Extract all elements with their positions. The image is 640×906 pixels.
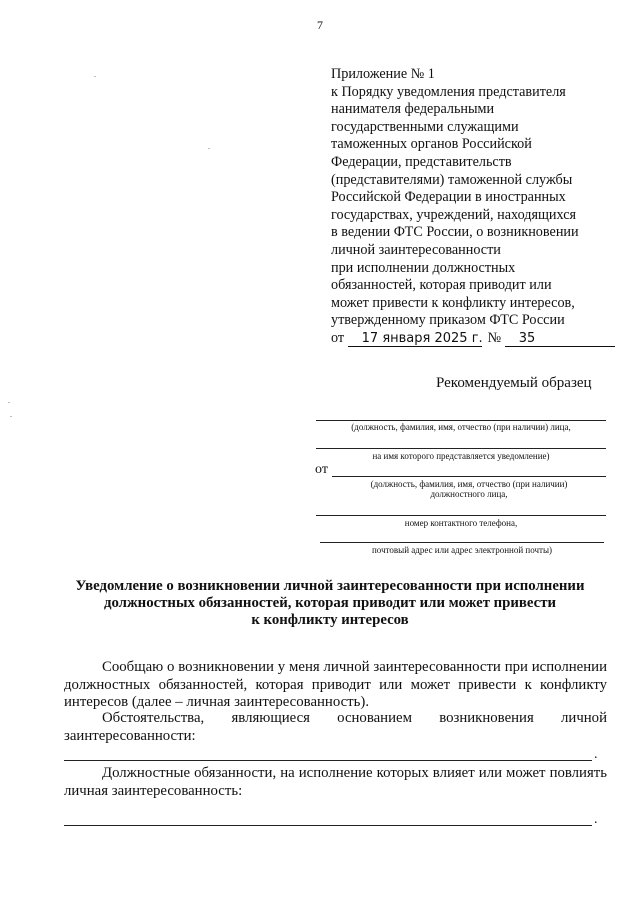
appendix-line: Российской Федерации в иностранных (331, 189, 566, 206)
order-reference (331, 330, 631, 348)
appendix-line: таможенных органов Российской (331, 136, 532, 153)
fill-line-2 (64, 825, 592, 826)
title-line: должностных обязанностей, которая приводит или может привести (103, 595, 557, 611)
scan-speck (10, 416, 12, 417)
appendix-line: Приложение № 1 (331, 66, 435, 82)
appendix-line: может привести к конфликту интересов, (331, 294, 575, 311)
addressee-caption-2: на имя которого представляется уведомление) (372, 451, 550, 461)
appendix-line: утвержденному приказом ФТС России (331, 312, 565, 329)
paragraph-2: Обстоятельства, являющиеся основанием возникновения личной заинтересованности: (64, 710, 607, 744)
scan-speck (8, 402, 10, 403)
end-mark: . (594, 747, 598, 762)
title-line: к конфликту интересов (251, 612, 409, 628)
paragraph-1: Сообщаю о возникновении у меня личной заинтересованности при исполнении должностных обязанностей, которая приводит или может привести к конфликту интересов (далее – личная заинтересованность). (64, 659, 607, 710)
address-caption: почтовый адрес или адрес электронной почты) (371, 545, 552, 555)
phone-caption: номер контактного телефона, (404, 518, 518, 528)
sender-line (332, 476, 606, 477)
appendix-line: обязанностей, которая приводит или (331, 277, 552, 294)
address-line (320, 542, 604, 543)
from-label: от (315, 462, 328, 477)
appendix-line: государственными служащими (331, 118, 519, 135)
page-number: 7 (317, 18, 323, 32)
order-from-label: от (331, 329, 345, 346)
appendix-line: государствах, учреждений, находящихся (331, 206, 577, 223)
addressee-line-2 (316, 448, 606, 449)
sender-caption-2: должностного лица, (430, 489, 508, 499)
document-title (60, 578, 600, 629)
order-date: 17 января 2025 г. (348, 332, 482, 347)
title-line: Уведомление о возникновении личной заинтересованности при исполнении (75, 578, 585, 594)
appendix-block (331, 66, 631, 348)
order-number: 35 (505, 332, 615, 347)
paragraph-3: Должностные обязанности, на исполнение которых влияет или может повлиять личная заинтересованность: (64, 765, 607, 799)
addressee-caption: (должность, фамилия, имя, отчество (при наличии) лица, (351, 422, 571, 432)
appendix-line: при исполнении должностных (331, 259, 516, 276)
addressee-line (316, 420, 606, 421)
recommended-sample-label: Рекомендуемый образец (436, 375, 592, 391)
end-mark-2: . (594, 812, 598, 827)
appendix-line: Федерации, представительств (331, 153, 512, 170)
fill-line-1 (64, 760, 592, 761)
sender-caption: (должность, фамилия, имя, отчество (при наличии) (370, 479, 568, 489)
appendix-line: к Порядку уведомления представителя (331, 83, 566, 100)
appendix-line: личной заинтересованности (331, 241, 501, 258)
appendix-line: нанимателя федеральными (331, 101, 495, 118)
phone-line (316, 515, 606, 516)
order-number-label: № (487, 329, 502, 346)
scan-speck (94, 76, 96, 77)
appendix-line: в ведении ФТС России, о возникновении (331, 224, 579, 241)
appendix-line: (представителями) таможенной службы (331, 171, 573, 188)
scan-speck (208, 148, 210, 149)
